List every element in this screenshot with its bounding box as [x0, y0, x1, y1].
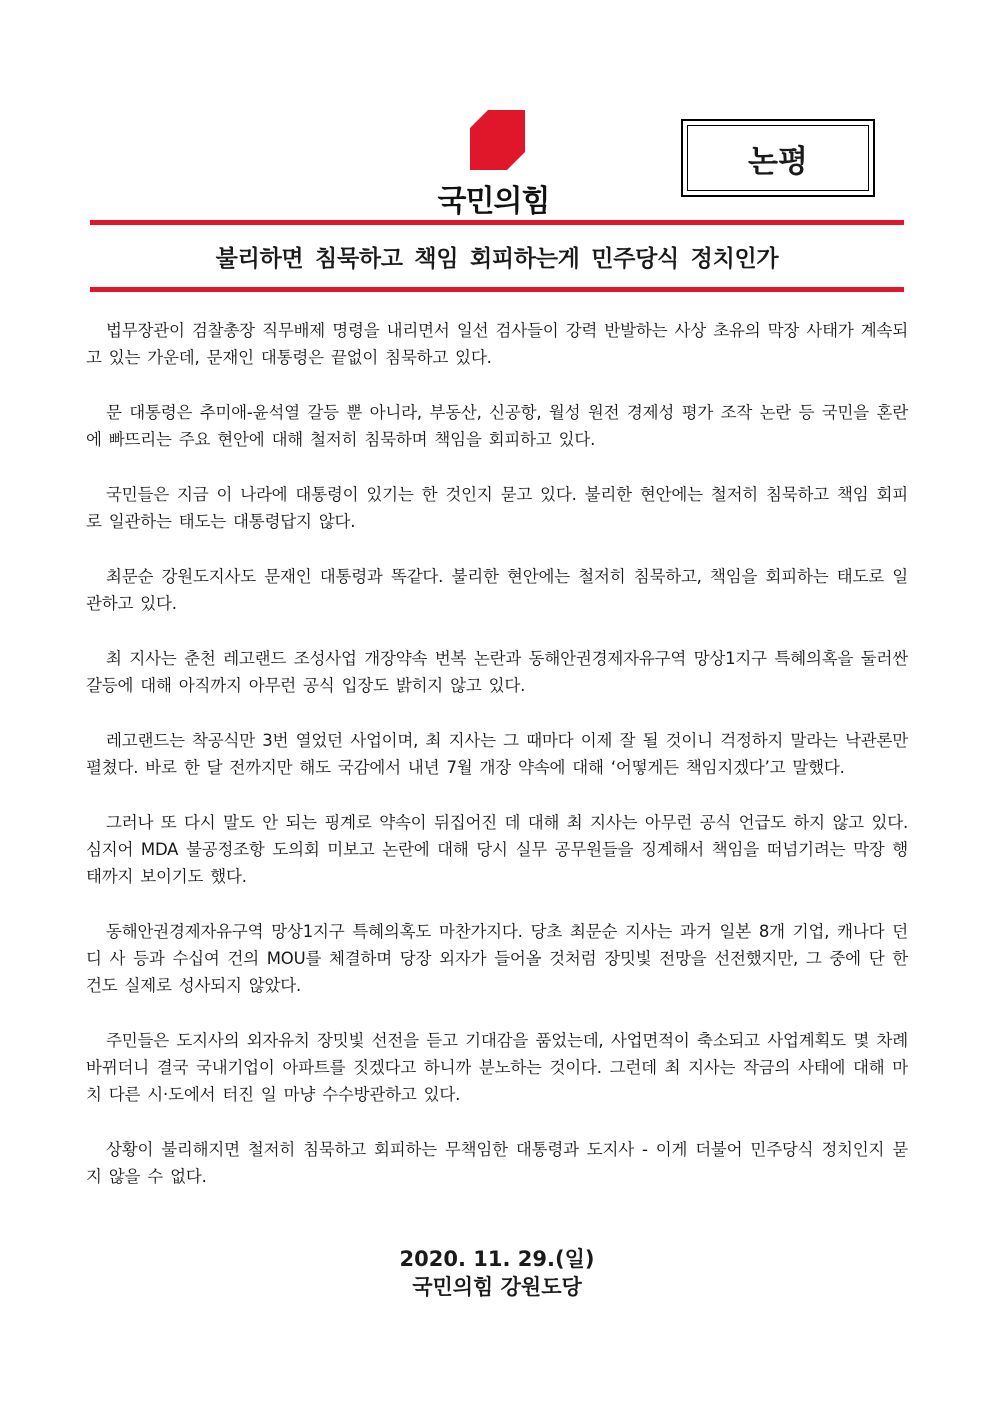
paragraph-4: 최문순 강원도지사도 문재인 대통령과 똑같다. 불리한 현안에는 철저히 침묵하고, 책임을 회피하는 태도로 일관하고 있다. [86, 567, 908, 613]
headline-rule-top [90, 220, 904, 225]
paragraph-3: 국민들은 지금 이 나라에 대통령이 있기는 한 것인지 묻고 있다. 불리한 현안에는 철저히 침묵하고 책임 회피로 일관하는 태도는 대통령답지 않다. [86, 485, 908, 531]
paragraph-9: 주민들은 도지사의 외자유치 장밋빛 선전을 듣고 기대감을 품었는데, 사업면적이 축소되고 사업계획도 몇 차례 바뀌더니 결국 국내기업이 아파트를 짓겠다고 하니까 분노하는 것이다. 그런데 최 지사는 작금의 사태에 대해 마치 다른 시·도에서 터진 일 마냥 수수방관하고 있다. [86, 1031, 908, 1104]
party-logo [426, 110, 561, 219]
doc-type-label: 논평 [687, 125, 869, 191]
party-logo-mark-icon [470, 110, 525, 170]
paragraph-8: 동해안권경제자유구역 망상1지구 특혜의혹도 마찬가지다. 당초 최문순 지사는 과거 일본 8개 기업, 캐나다 던디 사 등과 수십여 건의 MOU를 체결하며 당장 외자가 들어올 것처럼 장밋빛 전망을 선전했지만, 그 중에 단 한 건도 실제로 성사되지 않았다. [86, 922, 908, 995]
paragraph-6: 레고랜드는 착공식만 3번 열었던 사업이며, 최 지사는 그 때마다 이제 잘 될 것이니 걱정하지 말라는 낙관론만 펼쳤다. 바로 한 달 전까지만 해도 국감에서 내년 7월 개장 약속에 대해 ‘어떻게든 책임지겠다’고 말했다. [86, 731, 908, 777]
headline: 불리하면 침묵하고 책임 회피하는게 민주당식 정치인가 [215, 246, 779, 272]
paragraph-7: 그러나 또 다시 말도 안 되는 핑계로 약속이 뒤집어진 데 대해 최 지사는 아무런 공식 언급도 하지 않고 있다. 심지어 MDA 불공정조항 도의회 미보고 논란에 대해 당시 실무 공무원들을 징계해서 책임을 떠넘기려는 막장 행태까지 보이기도 했다. [86, 813, 909, 886]
statement-date: 2020. 11. 29.(일) [399, 1247, 595, 1271]
statement-body [86, 317, 908, 1218]
doc-type-box [681, 119, 875, 197]
party-logo-text: 국민의힘 [437, 184, 550, 219]
paragraph-2: 문 대통령은 추미애-윤석열 갈등 뿐 아니라, 부동산, 신공항, 월성 원전 경제성 평가 조작 논란 등 국민을 혼란에 빠뜨리는 주요 현안에 대해 철저히 침묵하며 책임을 회피하고 있다. [86, 403, 908, 449]
paragraph-10: 상황이 불리해지면 철저히 침묵하고 회피하는 무책임한 대통령과 도지사 - 이게 더불어 민주당식 정치인지 묻지 않을 수 없다. [86, 1140, 908, 1186]
headline-rule-bottom [90, 287, 904, 292]
closing-block [90, 1245, 904, 1301]
paragraph-5: 최 지사는 춘천 레고랜드 조성사업 개장약속 번복 논란과 동해안권경제자유구역 망상1지구 특혜의혹을 둘러싼 갈등에 대해 아직까지 아무런 공식 입장도 밝히지 않고 있다. [86, 649, 908, 695]
paragraph-1: 법무장관이 검찰총장 직무배제 명령을 내리면서 일선 검사들이 강력 반발하는 사상 초유의 막장 사태가 계속되고 있는 가운데, 문재인 대통령은 끝없이 침묵하고 있다. [86, 321, 908, 367]
statement-issuer: 국민의힘 강원도당 [412, 1275, 582, 1299]
